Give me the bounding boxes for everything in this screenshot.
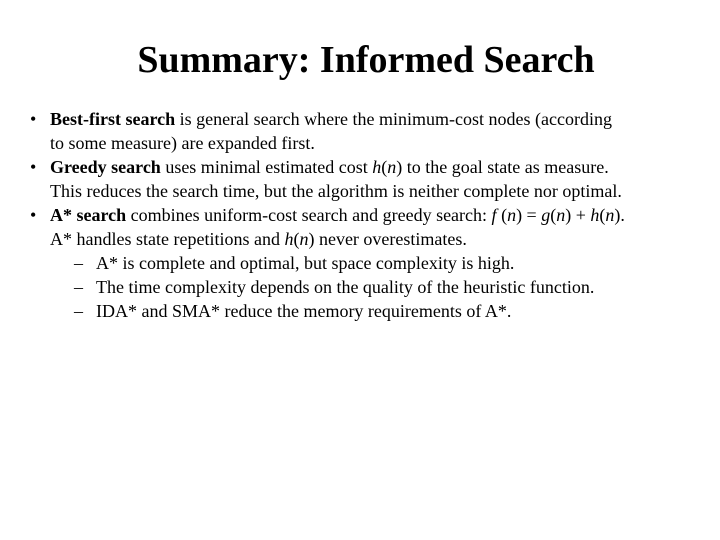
bullet-mark: •	[30, 157, 37, 177]
bullet-line	[50, 107, 710, 131]
subbullet-text: The time complexity depends on the quality of the heuristic function.	[96, 277, 595, 297]
math-n: n	[507, 205, 517, 225]
bullet-continuation: to some measure) are expanded first.	[50, 133, 315, 153]
subbullet-item	[30, 299, 710, 323]
math-n: n	[387, 157, 397, 177]
math-n: n	[299, 229, 309, 249]
slide-body	[30, 107, 710, 323]
dash-mark: –	[74, 277, 83, 297]
math-h: h	[372, 157, 382, 177]
bullet-mark: •	[30, 109, 37, 129]
slide-title: Summary: Informed Search	[137, 39, 595, 81]
bullet-text: A* handles state repetitions and	[50, 229, 285, 249]
math-h: h	[590, 205, 600, 225]
bullet-line	[50, 155, 710, 179]
math-h: h	[284, 229, 294, 249]
bullet-mark: •	[30, 205, 37, 225]
dash-mark: –	[74, 301, 83, 321]
bullet-a-star-search	[30, 203, 710, 251]
bullet-text: never overestimates.	[314, 229, 467, 249]
subbullet-text: A* is complete and optimal, but space complexity is high.	[96, 253, 515, 273]
bullet-text: is general search where the minimum-cost nodes (according	[175, 109, 612, 129]
subbullet-item	[30, 275, 710, 299]
bullet-line: A* search combines uniform-cost search and greedy search: f (n) = g(n) + h(n).	[50, 205, 625, 225]
term-best-first-search: Best-first search	[50, 109, 176, 129]
bullet-text: to the goal state as measure.	[402, 157, 609, 177]
math-n: n	[556, 205, 566, 225]
subbullet-text: IDA* and SMA* reduce the memory requirements of A*.	[96, 301, 512, 321]
term-a-star-search: A* search	[50, 205, 127, 225]
bullet-text: uses minimal estimated cost	[160, 157, 373, 177]
math-n: n	[605, 205, 615, 225]
bullet-continuation: This reduces the search time, but the algorithm is neither complete nor optimal.	[50, 181, 622, 201]
math-paren-close: )	[396, 157, 403, 177]
math-f: f	[491, 205, 497, 225]
dash-mark: –	[74, 253, 83, 273]
term-greedy-search: Greedy search	[50, 157, 161, 177]
bullet-greedy-search	[30, 155, 710, 203]
subbullet-item	[30, 251, 710, 275]
bullet-best-first-search	[30, 107, 710, 155]
bullet-continuation: A* handles state repetitions and h(n) never overestimates.	[50, 229, 467, 249]
bullet-text: combines uniform-cost search and greedy search:	[126, 205, 492, 225]
math-g: g	[541, 205, 551, 225]
math-paren-open: (	[381, 157, 388, 177]
